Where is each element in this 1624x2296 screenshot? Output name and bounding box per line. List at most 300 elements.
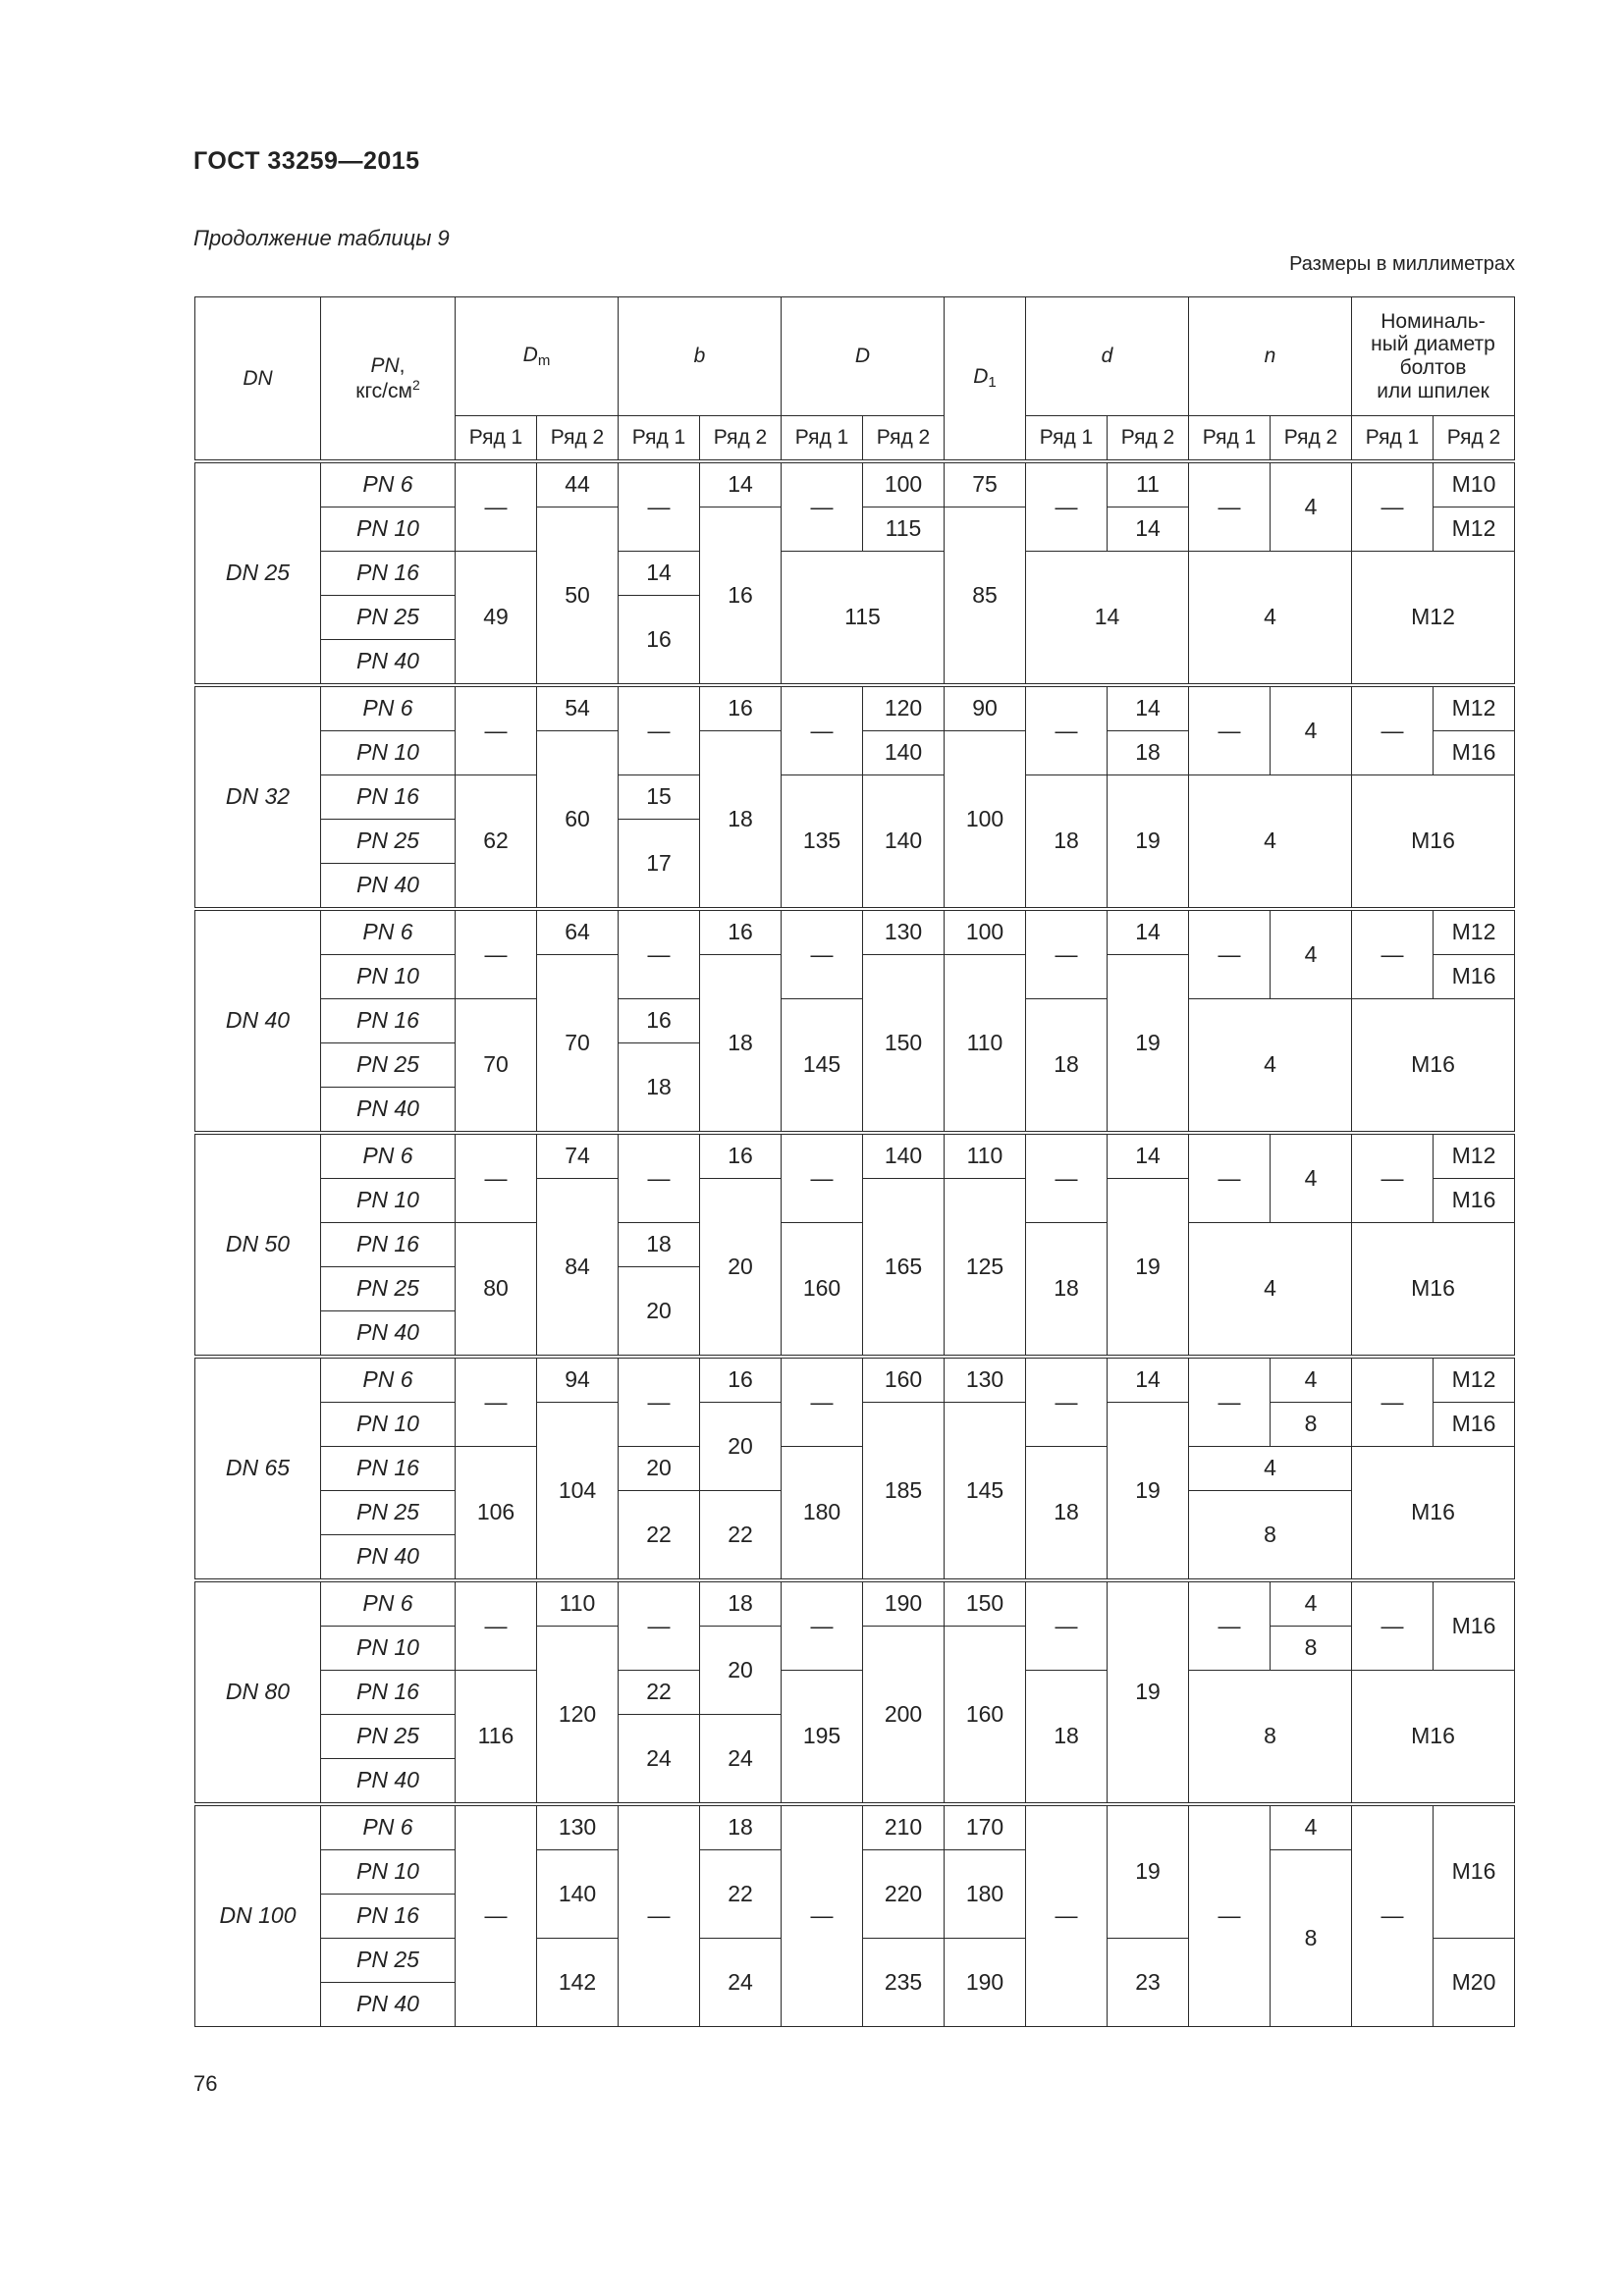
value-cell-d-r2-bottom: 19 (1108, 955, 1189, 1134)
header-pn-unit-exp: 2 (411, 376, 420, 393)
pn-cell (321, 1983, 456, 2027)
pn-cell (321, 1804, 456, 1850)
subheader-row1: Ряд 1 (1189, 416, 1271, 462)
value-cell-n-pn16: 4 (1189, 1447, 1352, 1491)
value-cell-d-r2-pn6: 14 (1108, 1133, 1189, 1179)
header-dn: DN (195, 297, 321, 462)
table-row (195, 1223, 1515, 1267)
table-row (195, 1804, 1515, 1850)
header-dm-symbol: D (522, 343, 538, 366)
value-cell-D1-top: 130 (945, 1357, 1026, 1403)
value-cell-n-r2-pn6: 4 (1271, 1804, 1352, 1850)
pn-value: PN 16 (356, 560, 419, 586)
value-cell-D-r1-top: — (782, 685, 863, 775)
value-cell-dm-r2-bottom: 60 (537, 731, 619, 910)
pn-value: PN 10 (356, 739, 419, 766)
value-cell-bolt-r1: — (1352, 1804, 1434, 2027)
value-cell-D-r2-pn6: 120 (863, 685, 945, 731)
value-cell-n-r2-top: 4 (1271, 685, 1352, 775)
value-cell-bolt-r1-top: — (1352, 909, 1434, 999)
value-cell-b-r2-top: 14 (700, 461, 782, 507)
value-cell-D-r1-top: — (782, 461, 863, 552)
value-cell-n-r1-top: — (1189, 685, 1271, 775)
value-cell-b-r2-top: 18 (700, 1580, 782, 1627)
value-cell-dm-r1-bottom: 106 (456, 1447, 537, 1581)
value-cell-dm-r1-top: — (456, 909, 537, 999)
pn-value: PN 6 (362, 695, 413, 721)
table-row (195, 909, 1515, 955)
pn-cell (321, 1043, 456, 1088)
pn-cell (321, 1311, 456, 1358)
value-cell-n-r2-top: 4 (1271, 1133, 1352, 1223)
value-cell-b-r2-bottom: 18 (700, 731, 782, 910)
dn-cell: DN 50 (195, 1133, 321, 1357)
value-cell-dm-r1-bottom: 62 (456, 775, 537, 910)
value-cell-b-r2-top: 16 (700, 1357, 782, 1403)
value-cell-b-r2-bottom: 24 (700, 1715, 782, 1805)
pn-value: PN 6 (362, 1143, 413, 1169)
value-cell-dm-r1-top: — (456, 1580, 537, 1671)
value-cell-bolt-r1-top: — (1352, 685, 1434, 775)
value-cell-bolt-r2-pn10: M16 (1434, 731, 1515, 775)
value-cell-n-r2-pn6: 4 (1271, 1580, 1352, 1627)
value-cell-d-bottom: 14 (1026, 552, 1189, 686)
value-cell-d-r2-pn10: 18 (1108, 731, 1189, 775)
pn-cell (321, 1627, 456, 1671)
pn-cell (321, 999, 456, 1043)
header-bolt-line: Номиналь- (1380, 309, 1486, 333)
value-cell-D1-bottom: 100 (945, 731, 1026, 910)
page-number: 76 (193, 2071, 218, 2096)
header-b: b (619, 297, 782, 416)
value-cell-b-r1-pn16: 16 (619, 999, 700, 1043)
header-bolt-line: болтов (1399, 356, 1467, 379)
subheader-row2: Ряд 2 (1108, 416, 1189, 462)
value-cell-dm-r1-bottom: 116 (456, 1671, 537, 1805)
pn-value: PN 10 (356, 1858, 419, 1885)
value-cell-D-r2-bottom: 165 (863, 1179, 945, 1358)
pn-value: PN 25 (356, 1275, 419, 1302)
value-cell-b-r1-top: — (619, 1580, 700, 1671)
value-cell-D1-bottom: 110 (945, 955, 1026, 1134)
value-cell-b-r2-top: 16 (700, 1133, 782, 1179)
value-cell-bolt-r1-top: — (1352, 1133, 1434, 1223)
pn-cell (321, 955, 456, 999)
table-row (195, 775, 1515, 820)
pn-cell (321, 685, 456, 731)
value-cell-dm-r2-top: 110 (537, 1580, 619, 1627)
subheader-row1: Ряд 1 (1026, 416, 1108, 462)
table-row (195, 1580, 1515, 1627)
value-cell-D1-top: 100 (945, 909, 1026, 955)
value-cell-b-r1-top: — (619, 461, 700, 552)
value-cell-b-r1-top: — (619, 1357, 700, 1447)
pn-value: PN 6 (362, 471, 413, 498)
pn-cell (321, 1715, 456, 1759)
value-cell-D-r2-mid: 220 (863, 1850, 945, 1939)
pn-cell (321, 1671, 456, 1715)
value-cell-n-bottom: 4 (1189, 552, 1352, 686)
value-cell-D-r1: — (782, 1804, 863, 2027)
dn-cell: DN 25 (195, 461, 321, 685)
value-cell-d-r1-top: — (1026, 1580, 1108, 1671)
pn-value: PN 40 (356, 872, 419, 898)
value-cell-dm-r2-bottom: 84 (537, 1179, 619, 1358)
value-cell-dm-r2-mid: 140 (537, 1850, 619, 1939)
table-row (195, 1447, 1515, 1491)
header-pn-unit: кгс/см (355, 379, 412, 402)
value-cell-bolt-bottom: M16 (1352, 999, 1515, 1134)
header-bolt-line: ный диаметр (1371, 333, 1495, 356)
value-cell-D-r2-bottom: 235 (863, 1939, 945, 2027)
pn-cell (321, 1939, 456, 1983)
value-cell-n-r2-top: 4 (1271, 909, 1352, 999)
subheader-row2: Ряд 2 (1434, 416, 1515, 462)
value-cell-b-r1-top: — (619, 909, 700, 999)
subheader-row2: Ряд 2 (537, 416, 619, 462)
value-cell-b-r1-bottom: 16 (619, 596, 700, 686)
value-cell-n-r2-rest: 8 (1271, 1850, 1352, 2027)
pn-cell (321, 1580, 456, 1627)
pn-value: PN 16 (356, 1679, 419, 1705)
value-cell-d-r2-pn6: 14 (1108, 685, 1189, 731)
value-cell-bolt-r2-pn6: M10 (1434, 461, 1515, 507)
value-cell-D-r2-pn6: 160 (863, 1357, 945, 1403)
value-cell-b-r1-top: — (619, 1133, 700, 1223)
document-title: ГОСТ 33259—2015 (193, 147, 420, 175)
value-cell-n-r2-top: 4 (1271, 461, 1352, 552)
value-cell-n-r2-pn6: 4 (1271, 1357, 1352, 1403)
value-cell-d-r2-pn6: 14 (1108, 1357, 1189, 1403)
value-cell-b-r2-top: 16 (700, 685, 782, 731)
pn-value: PN 16 (356, 1007, 419, 1034)
value-cell-b-r2-top: 16 (700, 909, 782, 955)
value-cell-b-r2-bottom: 20 (700, 1179, 782, 1358)
pn-value: PN 40 (356, 1095, 419, 1122)
table-continuation-caption: Продолжение таблицы 9 (193, 226, 450, 250)
value-cell-D-r1-top: — (782, 1357, 863, 1447)
value-cell-D1-top: 75 (945, 461, 1026, 507)
value-cell-d-r1-top: — (1026, 909, 1108, 999)
value-cell-dm-r2-top: 94 (537, 1357, 619, 1403)
dn-cell: DN 100 (195, 1804, 321, 2027)
subheader-row1: Ряд 1 (1352, 416, 1434, 462)
value-cell-D-r2-bottom: 200 (863, 1627, 945, 1805)
value-cell-D-r2-pn6: 140 (863, 1133, 945, 1179)
pn-value: PN 40 (356, 1991, 419, 2017)
table-row (195, 461, 1515, 507)
header-dm (456, 297, 619, 416)
pn-cell (321, 1491, 456, 1535)
value-cell-n-bottom: 4 (1189, 999, 1352, 1134)
header-row (195, 297, 1515, 416)
pn-value: PN 40 (356, 648, 419, 674)
value-cell-dm-r2-bottom: 120 (537, 1627, 619, 1805)
value-cell-dm-r2-bottom: 70 (537, 955, 619, 1134)
value-cell-bolt-r2-pn6: M12 (1434, 909, 1515, 955)
pn-value: PN 40 (356, 1543, 419, 1570)
table-row (195, 685, 1515, 731)
value-cell-d-r2-all: 19 (1108, 1580, 1189, 1804)
value-cell-dm-r2-top: 44 (537, 461, 619, 507)
value-cell-b-r1: — (619, 1804, 700, 2027)
header-n: n (1189, 297, 1352, 416)
value-cell-bolt-r2-top: M16 (1434, 1580, 1515, 1671)
value-cell-bolt-r1-top: — (1352, 1580, 1434, 1671)
pn-cell (321, 640, 456, 686)
header-pn: PN, кгс/$см^2$ (321, 297, 456, 462)
value-cell-D-r2-pn6: 130 (863, 909, 945, 955)
value-cell-bolt-r2-top: M16 (1434, 1804, 1515, 1939)
value-cell-b-r1-pn16: 22 (619, 1671, 700, 1715)
value-cell-b-r1-bottom: 22 (619, 1491, 700, 1581)
value-cell-D-r1-top: — (782, 1133, 863, 1223)
value-cell-dm-r2-bottom: 50 (537, 507, 619, 686)
value-cell-n-bottom: 4 (1189, 775, 1352, 910)
value-cell-D-r1-bottom: 160 (782, 1223, 863, 1358)
value-cell-bolt-r2-pn10: M16 (1434, 955, 1515, 999)
value-cell-bolt-bottom: M16 (1352, 1671, 1515, 1805)
value-cell-dm-r1-bottom: 70 (456, 999, 537, 1134)
table-row (195, 1133, 1515, 1179)
pn-cell (321, 775, 456, 820)
header-bolt-diameter (1352, 297, 1515, 416)
pn-value: PN 10 (356, 515, 419, 542)
pn-value: PN 16 (356, 1455, 419, 1481)
value-cell-D-bottom: 115 (782, 552, 945, 686)
pn-value: PN 16 (356, 783, 419, 810)
table-body (195, 297, 1515, 2027)
pn-cell (321, 820, 456, 864)
pn-value: PN 16 (356, 1231, 419, 1257)
value-cell-dm-r1-bottom: 80 (456, 1223, 537, 1358)
pn-value: PN 25 (356, 1499, 419, 1525)
pn-cell (321, 731, 456, 775)
pn-cell (321, 507, 456, 552)
pn-cell (321, 1357, 456, 1403)
value-cell-b-r2-mid: 22 (700, 1850, 782, 1939)
value-cell-dm-r2-bottom: 142 (537, 1939, 619, 2027)
subheader-row1: Ряд 1 (619, 416, 700, 462)
value-cell-bolt-bottom: M12 (1352, 552, 1515, 686)
value-cell-d-r2-bottom: 19 (1108, 775, 1189, 910)
value-cell-D-r2-pn10: 115 (863, 507, 945, 552)
value-cell-bolt-bottom: M16 (1352, 1447, 1515, 1581)
value-cell-n-r1-top: — (1189, 1357, 1271, 1447)
pn-value: PN 25 (356, 604, 419, 630)
value-cell-b-r1-pn16: 20 (619, 1447, 700, 1491)
pn-cell (321, 864, 456, 910)
value-cell-dm-r1-bottom: 49 (456, 552, 537, 686)
value-cell-dm-r2-top: 54 (537, 685, 619, 731)
value-cell-bolt-r2-pn10: M16 (1434, 1179, 1515, 1223)
value-cell-d-r2-bottom: 19 (1108, 1179, 1189, 1358)
pn-cell (321, 1179, 456, 1223)
value-cell-D1-bottom: 145 (945, 1403, 1026, 1581)
units-caption: Размеры в миллиметрах (1289, 253, 1515, 275)
table-row (195, 999, 1515, 1043)
header-pn-symbol: PN (370, 353, 400, 377)
value-cell-b-r2-bottom: 16 (700, 507, 782, 686)
value-cell-b-r1-pn16: 14 (619, 552, 700, 596)
value-cell-D1-bottom: 125 (945, 1179, 1026, 1358)
value-cell-b-r1-bottom: 18 (619, 1043, 700, 1134)
pn-cell (321, 1088, 456, 1134)
pn-value: PN 6 (362, 1366, 413, 1393)
table-row (195, 1671, 1515, 1715)
pn-value: PN 6 (362, 919, 413, 945)
value-cell-n-r1-top: — (1189, 1133, 1271, 1223)
value-cell-d-r1-bottom: 18 (1026, 1447, 1108, 1581)
value-cell-dm-r1-top: — (456, 685, 537, 775)
value-cell-d-r2-bottom: 19 (1108, 1403, 1189, 1581)
pn-cell (321, 909, 456, 955)
value-cell-d-r1-bottom: 18 (1026, 1671, 1108, 1805)
value-cell-n-r1-top: — (1189, 461, 1271, 552)
value-cell-dm-r1-top: — (456, 1357, 537, 1447)
pn-cell (321, 1759, 456, 1805)
pn-cell (321, 552, 456, 596)
value-cell-d-r1-top: — (1026, 1133, 1108, 1223)
value-cell-b-r2-mid: 20 (700, 1403, 782, 1491)
value-cell-D-r2-bottom: 140 (863, 775, 945, 910)
flange-dimensions-table-wrap (194, 296, 1515, 2027)
value-cell-dm-r1-top: — (456, 461, 537, 552)
value-cell-D1-bottom: 160 (945, 1627, 1026, 1805)
value-cell-b-r2-bottom: 24 (700, 1939, 782, 2027)
value-cell-b-r1-pn16: 15 (619, 775, 700, 820)
value-cell-b-r1-pn16: 18 (619, 1223, 700, 1267)
dn-cell: DN 40 (195, 909, 321, 1133)
subheader-row2: Ряд 2 (1271, 416, 1352, 462)
value-cell-b-r1-bottom: 20 (619, 1267, 700, 1358)
value-cell-n-bottom: 4 (1189, 1223, 1352, 1358)
value-cell-bolt-r2-pn10: M12 (1434, 507, 1515, 552)
value-cell-D1-top: 150 (945, 1580, 1026, 1627)
value-cell-dm-r1-top: — (456, 1133, 537, 1223)
value-cell-d-r2-top: 19 (1108, 1804, 1189, 1939)
table-row (195, 1357, 1515, 1403)
value-cell-bolt-r1-top: — (1352, 1357, 1434, 1447)
value-cell-b-r1-bottom: 17 (619, 820, 700, 910)
pn-value: PN 16 (356, 1902, 419, 1929)
value-cell-d-r2-pn10: 14 (1108, 507, 1189, 552)
pn-cell (321, 1850, 456, 1895)
value-cell-D-r1-bottom: 135 (782, 775, 863, 910)
value-cell-d-r2-pn6: 11 (1108, 461, 1189, 507)
value-cell-D-r1-top: — (782, 909, 863, 999)
value-cell-dm-r1: — (456, 1804, 537, 2027)
value-cell-b-r1-bottom: 24 (619, 1715, 700, 1805)
value-cell-d-r1-bottom: 18 (1026, 999, 1108, 1134)
header-d: d (1026, 297, 1189, 416)
value-cell-d-r2-pn6: 14 (1108, 909, 1189, 955)
subheader-row2: Ряд 2 (863, 416, 945, 462)
header-bolt-line: или шпилек (1377, 379, 1489, 402)
pn-value: PN 25 (356, 1947, 419, 1973)
value-cell-bolt-r2-pn6: M12 (1434, 1133, 1515, 1179)
value-cell-D1-top: 90 (945, 685, 1026, 731)
value-cell-d-r1-top: — (1026, 1357, 1108, 1447)
pn-value: PN 10 (356, 1634, 419, 1661)
value-cell-D-r2-pn6: 190 (863, 1580, 945, 1627)
pn-value: PN 6 (362, 1590, 413, 1617)
header-D1-symbol: D (973, 365, 989, 389)
value-cell-D-r2-pn10: 140 (863, 731, 945, 775)
pn-cell (321, 1223, 456, 1267)
subheader-row1: Ряд 1 (456, 416, 537, 462)
subheader-row2: Ряд 2 (700, 416, 782, 462)
pn-cell (321, 461, 456, 507)
value-cell-dm-r2-top: 74 (537, 1133, 619, 1179)
value-cell-b-r2-mid: 20 (700, 1627, 782, 1715)
value-cell-D-r2-pn6: 210 (863, 1804, 945, 1850)
flange-dimensions-table (194, 296, 1515, 2027)
value-cell-D1-bottom: 190 (945, 1939, 1026, 2027)
subheader-row1: Ряд 1 (782, 416, 863, 462)
pn-value: PN 10 (356, 963, 419, 989)
header-dm-sub: m (537, 351, 551, 369)
value-cell-D-r1-bottom: 180 (782, 1447, 863, 1581)
value-cell-d-r1-bottom: 18 (1026, 1223, 1108, 1358)
value-cell-D-r1-top: — (782, 1580, 863, 1671)
pn-value: PN 40 (356, 1767, 419, 1793)
pn-value: PN 25 (356, 1723, 419, 1749)
pn-cell (321, 1895, 456, 1939)
value-cell-n-r1: — (1189, 1804, 1271, 2027)
value-cell-D-r2-bottom: 185 (863, 1403, 945, 1581)
header-D1 (945, 297, 1026, 462)
value-cell-D1-pn6: 170 (945, 1804, 1026, 1850)
value-cell-d-r1: — (1026, 1804, 1108, 2027)
value-cell-b-r2-bottom: 18 (700, 955, 782, 1134)
value-cell-n-r2-pn10: 8 (1271, 1403, 1352, 1447)
value-cell-bolt-r2-pn6: M12 (1434, 1357, 1515, 1403)
table-row (195, 552, 1515, 596)
pn-value: PN 10 (356, 1411, 419, 1437)
value-cell-d-r1-bottom: 18 (1026, 775, 1108, 910)
value-cell-b-r2-pn6: 18 (700, 1804, 782, 1850)
dn-cell: DN 80 (195, 1580, 321, 1804)
value-cell-bolt-bottom: M16 (1352, 775, 1515, 910)
value-cell-D-r1-bottom: 145 (782, 999, 863, 1134)
value-cell-dm-r2-pn6: 130 (537, 1804, 619, 1850)
value-cell-D-r2-bottom: 150 (863, 955, 945, 1134)
value-cell-n-r1-top: — (1189, 909, 1271, 999)
pn-value: PN 40 (356, 1319, 419, 1346)
value-cell-bolt-r2-bottom: M20 (1434, 1939, 1515, 2027)
pn-cell (321, 596, 456, 640)
header-D1-sub: 1 (988, 374, 997, 392)
value-cell-bolt-r2-pn10: M16 (1434, 1403, 1515, 1447)
value-cell-n-r1-top: — (1189, 1580, 1271, 1671)
pn-cell (321, 1403, 456, 1447)
pn-cell (321, 1447, 456, 1491)
value-cell-bolt-bottom: M16 (1352, 1223, 1515, 1358)
dn-cell: DN 32 (195, 685, 321, 909)
value-cell-d-r1-top: — (1026, 685, 1108, 775)
value-cell-d-r2-bottom: 23 (1108, 1939, 1189, 2027)
value-cell-bolt-r1-top: — (1352, 461, 1434, 552)
dn-cell: DN 65 (195, 1357, 321, 1580)
value-cell-bolt-r2-pn6: M12 (1434, 685, 1515, 731)
value-cell-dm-r2-top: 64 (537, 909, 619, 955)
pn-cell (321, 1267, 456, 1311)
value-cell-b-r1-top: — (619, 685, 700, 775)
pn-value: PN 25 (356, 828, 419, 854)
pn-cell (321, 1133, 456, 1179)
value-cell-n-bottom: 8 (1189, 1491, 1352, 1581)
